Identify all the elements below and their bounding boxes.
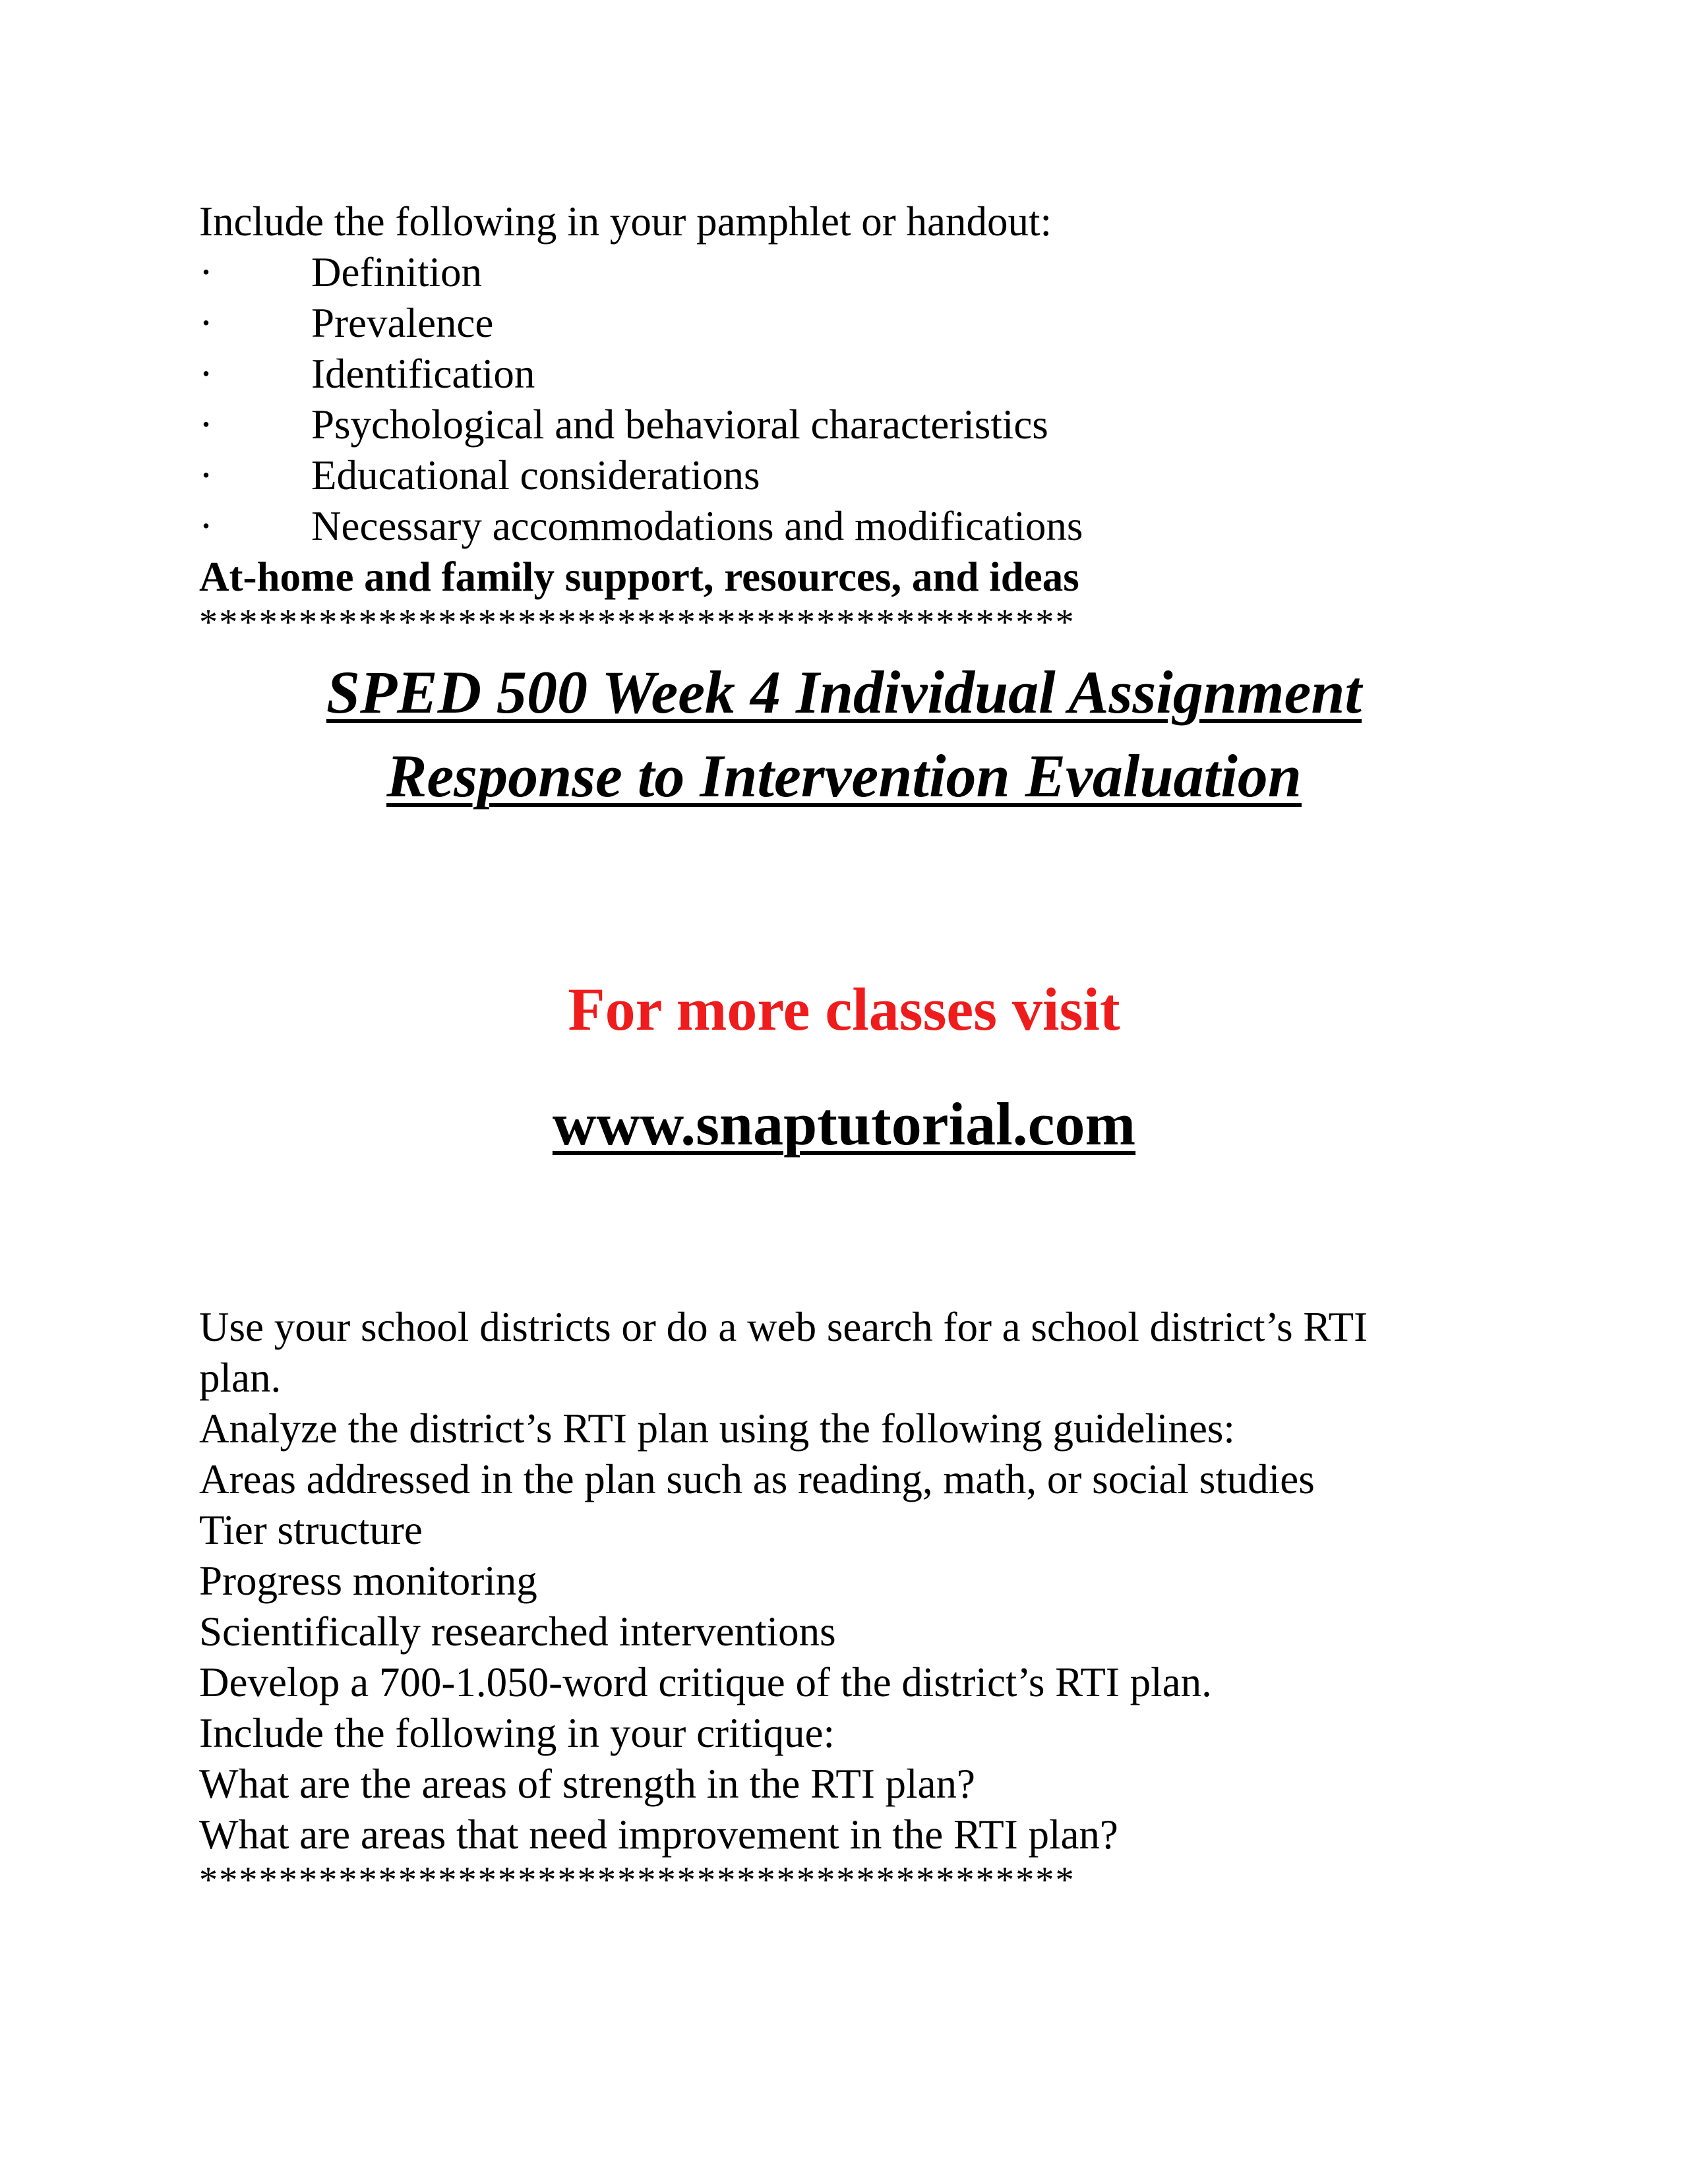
promo-text: For more classes visit — [568, 976, 1120, 1043]
body-line: Scientifically researched interventions — [199, 1608, 836, 1655]
assignment-subtitle: Response to Intervention Evaluation — [386, 742, 1302, 810]
assignment-body — [199, 1302, 1518, 1900]
body-line: Use your school districts or do a web search for a school district’s RTI — [199, 1304, 1368, 1350]
bullet-dot: · — [199, 503, 213, 549]
bullet-dot: · — [199, 300, 213, 346]
body-line: Include the following in your critique: — [199, 1710, 835, 1756]
body-line: Areas addressed in the plan such as reading, math, or social studies — [199, 1456, 1315, 1502]
website-link[interactable]: www.snaptutorial.com — [552, 1090, 1136, 1158]
bullet-dot: · — [199, 452, 213, 498]
body-line: Progress monitoring — [199, 1558, 537, 1604]
bullet-label: Prevalence — [311, 300, 494, 346]
bullet-item — [199, 247, 1518, 298]
bullet-label: Educational considerations — [311, 452, 760, 498]
separator-stars: ******************************************** — [199, 602, 1075, 643]
bullet-label: Necessary accommodations and modifications — [311, 503, 1083, 549]
bullet-dot: · — [199, 351, 213, 397]
bullet-dot: · — [199, 249, 213, 295]
body-line: Develop a 700-1.050-word critique of the district’s RTI plan. — [199, 1659, 1212, 1705]
body-line: Analyze the district’s RTI plan using the following guidelines: — [199, 1405, 1235, 1452]
bullet-item — [199, 298, 1518, 349]
bullet-item — [199, 399, 1518, 450]
bullet-dot: · — [199, 401, 213, 448]
bullet-label: Identification — [311, 351, 535, 397]
separator-stars: ******************************************** — [199, 1860, 1075, 1901]
body-line: plan. — [199, 1355, 282, 1401]
bullet-item — [199, 501, 1518, 552]
body-line: What are areas that need improvement in the RTI plan? — [199, 1812, 1118, 1858]
bullet-label: Definition — [311, 249, 482, 295]
body-line: Tier structure — [199, 1507, 423, 1553]
intro-heading: Include the following in your pamphlet or handout: — [199, 198, 1052, 245]
assignment-title: SPED 500 Week 4 Individual Assignment — [326, 659, 1362, 726]
intro-section — [199, 196, 1518, 642]
bullet-item — [199, 349, 1518, 399]
body-line: What are the areas of strength in the RTI plan? — [199, 1761, 975, 1807]
bullet-label: Psychological and behavioral characteristics — [311, 401, 1048, 448]
family-support-line: At-home and family support, resources, and ideas — [199, 554, 1079, 600]
bullet-item — [199, 450, 1518, 501]
